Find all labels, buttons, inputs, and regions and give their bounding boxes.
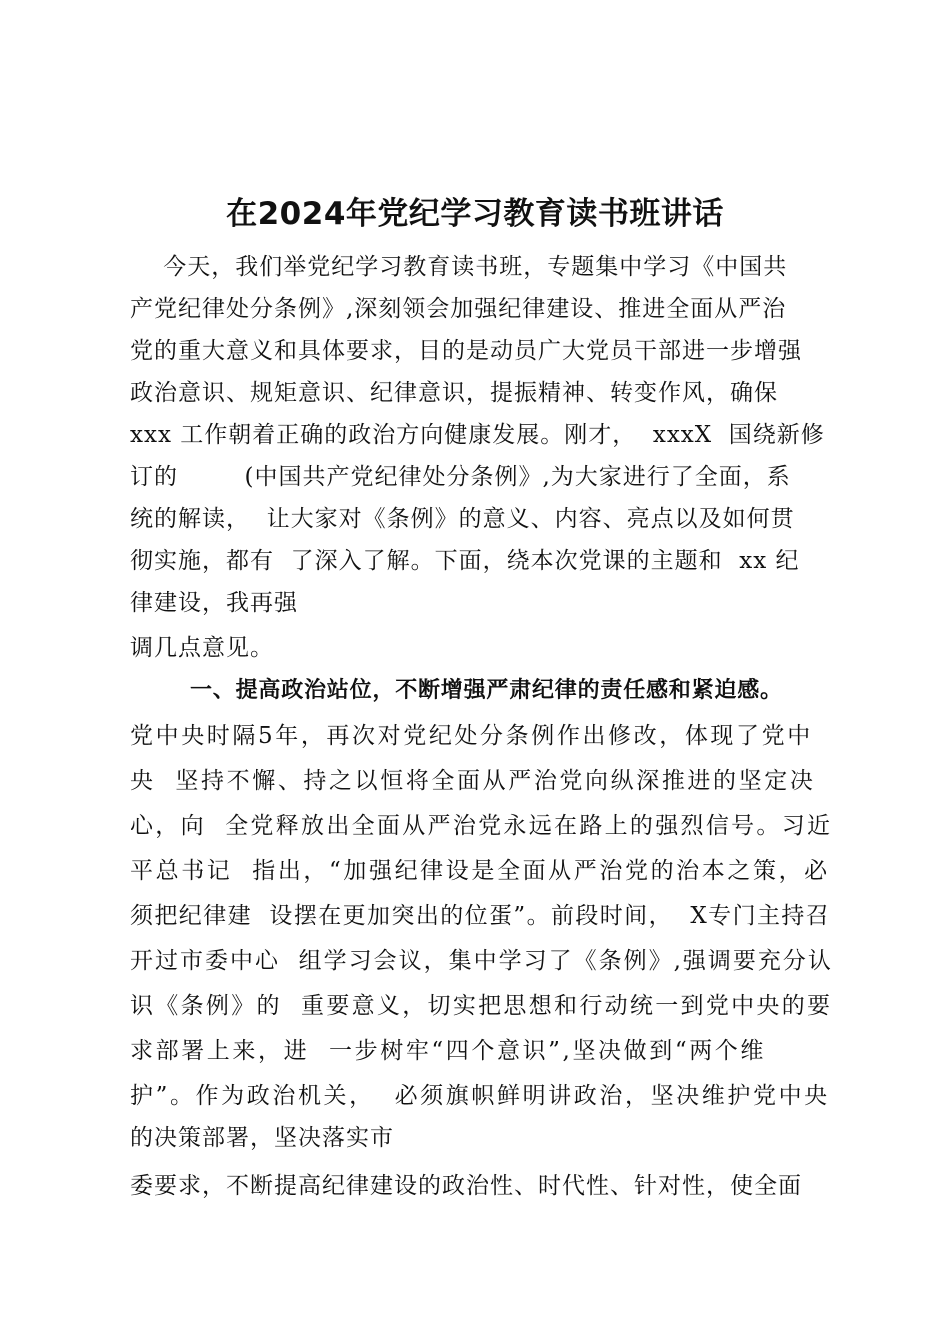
intro-line: 调几点意见。: [130, 635, 274, 661]
intro-line: 政治意识、规矩意识、纪律意识，提振精神、转变作风，确保: [130, 380, 778, 406]
intro-line: 彻实施，都有 了深入了解。下面，绕本次党课的主题和 xx 纪: [130, 548, 800, 574]
body-line: 党中央时隔5年，再次对党纪处分条例作出修改，体现了党中: [130, 723, 813, 749]
section-heading: 一、提高政治站位，不断增强严肃纪律的责任感和紧迫感。: [190, 678, 783, 703]
document-title: 在2024年党纪学习教育读书班讲话: [226, 196, 724, 232]
intro-line: 订的 (中国共产党纪律处分条例》,为大家进行了全面，系: [130, 464, 791, 490]
body-line: 委要求，不断提高纪律建设的政治性、时代性、针对性，使全面: [130, 1173, 802, 1199]
body-line: 开过市委中心 组学习会议，集中学习了《条例》,强调要充分认: [130, 948, 833, 974]
intro-line: 党的重大意义和具体要求，目的是动员广大党员干部进一步增强: [130, 338, 802, 364]
body-line: 央 坚持不懈、持之以恒将全面从严治党向纵深推进的坚定决: [130, 768, 816, 794]
intro-line: 律建设，我再强: [130, 590, 298, 616]
intro-line: xxx 工作朝着正确的政治方向健康发展。刚才， xxxX 国绕新修: [130, 422, 825, 448]
body-line: 求部署上来，进 一步树牢“四个意识”,坚决做到“两个维: [130, 1038, 767, 1064]
body-line: 心，向 全党释放出全面从严治党永远在路上的强烈信号。习近: [130, 813, 833, 839]
body-line: 须把纪律建 设摆在更加突出的位蛋”。前段时间， X专门主持召: [130, 903, 831, 929]
intro-line: 产党纪律处分条例》,深刻领会加强纪律建设、推进全面从严治: [130, 296, 787, 322]
intro-line: 今天，我们举党纪学习教育读书班，专题集中学习《中国共: [130, 254, 788, 280]
intro-line: 统的解读， 让大家对《条例》的意义、内容、亮点以及如何贯: [130, 506, 795, 532]
body-line: 识《条例》的 重要意义，切实把思想和行动统一到党中央的要: [130, 993, 833, 1019]
body-line: 平总书记 指出，“加强纪律设是全面从严治党的治本之策，必: [130, 858, 830, 884]
body-line: 的决策部署，坚决落实市: [130, 1125, 394, 1151]
body-line: 护”。作为政治机关， 必须旗帜鲜明讲政治，坚决维护党中央: [130, 1083, 830, 1109]
